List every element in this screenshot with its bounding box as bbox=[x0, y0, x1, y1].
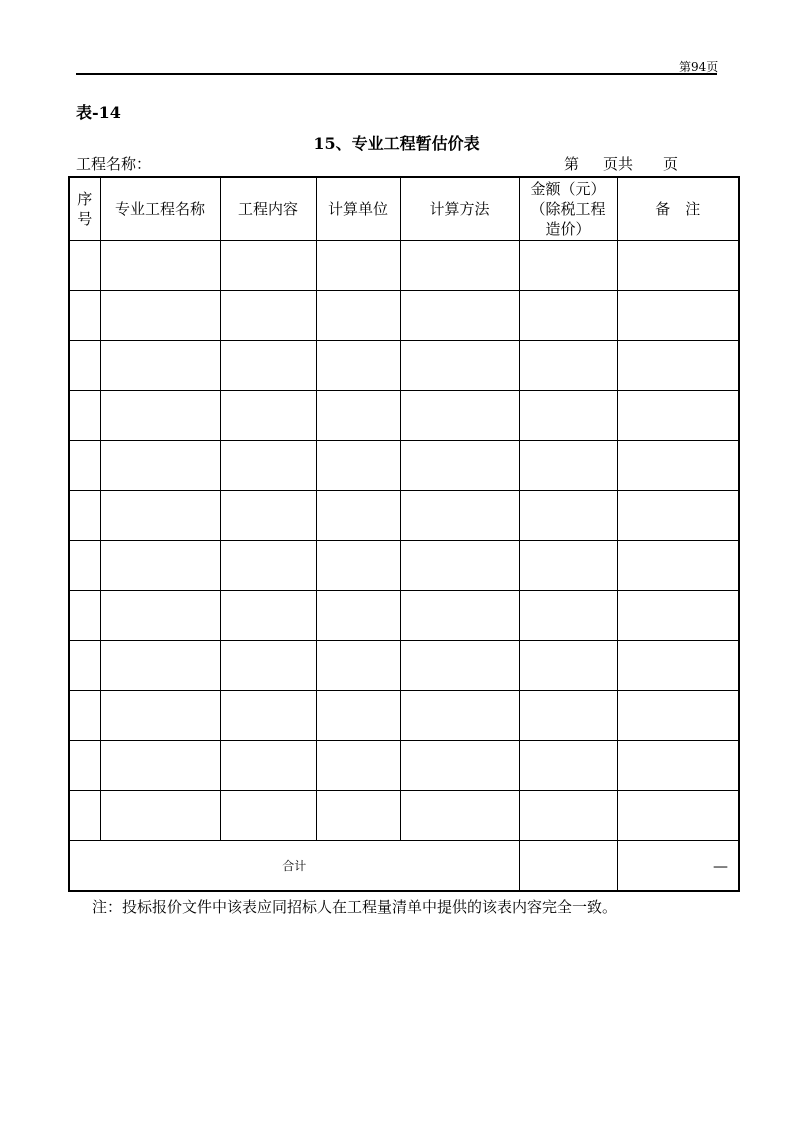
table-cell bbox=[617, 341, 739, 391]
table-cell bbox=[69, 541, 100, 591]
total-remark: — bbox=[617, 841, 739, 892]
table-cell bbox=[519, 791, 617, 841]
table-cell bbox=[617, 691, 739, 741]
table-row bbox=[69, 391, 739, 441]
project-name-label: 工程名称： bbox=[76, 155, 152, 173]
table-cell bbox=[316, 391, 400, 441]
table-cell bbox=[316, 341, 400, 391]
table-cell bbox=[100, 441, 220, 491]
table-cell bbox=[220, 541, 316, 591]
table-row bbox=[69, 341, 739, 391]
table-cell bbox=[400, 791, 519, 841]
table-cell bbox=[519, 641, 617, 691]
col-seq-line1: 序 bbox=[77, 190, 93, 208]
table-cell bbox=[316, 241, 400, 291]
table-cell bbox=[69, 791, 100, 841]
table-cell bbox=[400, 541, 519, 591]
total-label-a: 合 bbox=[282, 859, 295, 873]
table-cell bbox=[69, 341, 100, 391]
col-content: 工程内容 bbox=[220, 177, 316, 241]
table-cell bbox=[400, 241, 519, 291]
table-cell bbox=[220, 591, 316, 641]
table-cell bbox=[220, 391, 316, 441]
table-cell bbox=[617, 791, 739, 841]
total-label-b: 计 bbox=[294, 859, 307, 873]
table-cell bbox=[100, 541, 220, 591]
table-cell bbox=[220, 741, 316, 791]
table-cell bbox=[100, 791, 220, 841]
header-row bbox=[69, 177, 739, 241]
table-cell bbox=[69, 691, 100, 741]
table-cell bbox=[220, 341, 316, 391]
table-cell bbox=[69, 591, 100, 641]
table-cell bbox=[400, 391, 519, 441]
table-cell bbox=[400, 691, 519, 741]
table-cell bbox=[100, 691, 220, 741]
table-cell bbox=[519, 341, 617, 391]
table-cell bbox=[617, 591, 739, 641]
table-cell bbox=[69, 441, 100, 491]
table-row bbox=[69, 291, 739, 341]
col-seq-line2: 号 bbox=[77, 210, 93, 228]
table-cell bbox=[400, 641, 519, 691]
col-amount-line1: 金额（元） bbox=[530, 180, 606, 198]
table-cell bbox=[100, 591, 220, 641]
total-label bbox=[69, 841, 519, 892]
table-cell bbox=[400, 291, 519, 341]
col-unit: 计算单位 bbox=[316, 177, 400, 241]
estimate-table bbox=[68, 176, 740, 892]
col-remark: 备 注 bbox=[617, 177, 739, 241]
table-cell bbox=[400, 741, 519, 791]
table-cell bbox=[617, 491, 739, 541]
table-cell bbox=[100, 491, 220, 541]
table-cell bbox=[316, 741, 400, 791]
table-row bbox=[69, 491, 739, 541]
table-cell bbox=[316, 441, 400, 491]
table-cell bbox=[316, 491, 400, 541]
table-cell bbox=[316, 791, 400, 841]
table-cell bbox=[519, 591, 617, 641]
table-cell bbox=[400, 441, 519, 491]
table-cell bbox=[316, 641, 400, 691]
table-cell bbox=[316, 541, 400, 591]
table-code: 表-14 bbox=[76, 103, 121, 122]
table-cell bbox=[400, 341, 519, 391]
table-cell bbox=[220, 641, 316, 691]
table-cell bbox=[220, 691, 316, 741]
table-cell bbox=[519, 391, 617, 441]
page-count-suffix: 页 bbox=[663, 155, 679, 173]
table-row bbox=[69, 591, 739, 641]
header-rule bbox=[76, 73, 717, 75]
table-cell bbox=[100, 341, 220, 391]
table-cell bbox=[69, 491, 100, 541]
table-cell bbox=[316, 291, 400, 341]
table-cell bbox=[519, 541, 617, 591]
table-cell bbox=[100, 741, 220, 791]
total-amount bbox=[519, 841, 617, 892]
table-cell bbox=[617, 241, 739, 291]
table-cell bbox=[69, 391, 100, 441]
table-cell bbox=[69, 241, 100, 291]
page-count bbox=[564, 153, 678, 174]
table-cell bbox=[100, 641, 220, 691]
table-cell bbox=[400, 591, 519, 641]
table-cell bbox=[220, 241, 316, 291]
table-cell bbox=[100, 241, 220, 291]
col-amount bbox=[519, 177, 617, 241]
table-cell bbox=[69, 641, 100, 691]
col-project-name: 专业工程名称 bbox=[100, 177, 220, 241]
total-row bbox=[69, 841, 739, 892]
table-cell bbox=[617, 291, 739, 341]
table-cell bbox=[519, 241, 617, 291]
table-row bbox=[69, 641, 739, 691]
document-title: 15、专业工程暂估价表 bbox=[313, 134, 480, 153]
table-cell bbox=[220, 291, 316, 341]
table-cell bbox=[400, 491, 519, 541]
table-cell bbox=[519, 691, 617, 741]
table-row bbox=[69, 541, 739, 591]
col-seq bbox=[69, 177, 100, 241]
col-amount-line3: 造价） bbox=[545, 220, 591, 238]
table-row bbox=[69, 241, 739, 291]
table-cell bbox=[220, 491, 316, 541]
page-count-mid: 页共 bbox=[603, 155, 634, 173]
page-number: 第94页 bbox=[679, 60, 719, 74]
footnote: 注：投标报价文件中该表应同招标人在工程量清单中提供的该表内容完全一致。 bbox=[92, 898, 618, 916]
table-row bbox=[69, 691, 739, 741]
table-cell bbox=[69, 291, 100, 341]
col-method: 计算方法 bbox=[400, 177, 519, 241]
table-row bbox=[69, 441, 739, 491]
table-cell bbox=[69, 741, 100, 791]
table-cell bbox=[519, 491, 617, 541]
table-row bbox=[69, 791, 739, 841]
table-cell bbox=[519, 741, 617, 791]
col-amount-line2: （除税工程 bbox=[530, 200, 606, 218]
table-cell bbox=[519, 441, 617, 491]
table-cell bbox=[100, 291, 220, 341]
table-cell bbox=[316, 591, 400, 641]
table-cell bbox=[519, 291, 617, 341]
table-cell bbox=[617, 441, 739, 491]
table-cell bbox=[617, 391, 739, 441]
table-cell bbox=[220, 441, 316, 491]
table-cell bbox=[100, 391, 220, 441]
table-cell bbox=[617, 641, 739, 691]
table-cell bbox=[220, 791, 316, 841]
table-cell bbox=[617, 741, 739, 791]
table-cell bbox=[316, 691, 400, 741]
page-count-prefix: 第 bbox=[564, 155, 580, 173]
table-row bbox=[69, 741, 739, 791]
table-cell bbox=[617, 541, 739, 591]
